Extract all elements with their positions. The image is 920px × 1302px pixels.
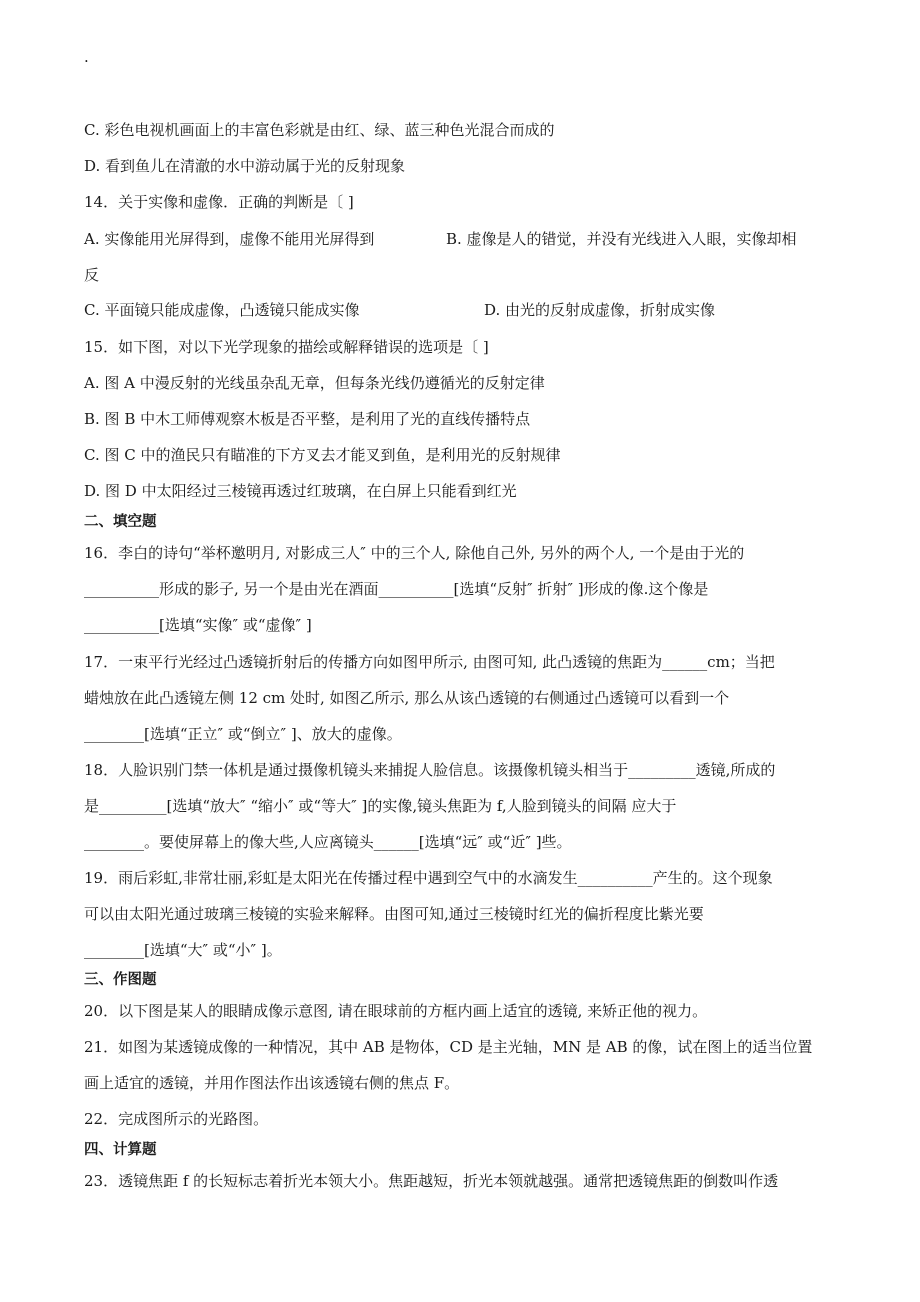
q15-option-d: D. 图 D 中太阳经过三棱镜再透过红玻璃，在白屏上只能看到红光 (84, 482, 517, 500)
q23-line-1: 23．透镜焦距 f 的长短标志着折光本领大小。焦距越短，折光本领就越强。通常把透镜焦距的倒数叫作透 (84, 1172, 779, 1190)
q18-line-1: 18．人脸识别门禁一体机是通过摄像机镜头来捕捉人脸信息。该摄像机镜头相当于_________透镜,所成的 (84, 761, 776, 779)
q15-stem: 15．如下图，对以下光学现象的描绘或解释错误的选项是〔 ] (84, 338, 489, 356)
q18-line-3: ________。要使屏幕上的像大些,人应离镜头______[选填“远″ 或“近″ ]些。 (84, 833, 572, 851)
q14-option-c: C. 平面镜只能成虚像，凸透镜只能成实像 (84, 301, 360, 319)
section-drawing-heading: 三、作图题 (84, 972, 157, 988)
q22-stem: 22．完成图所示的光路图。 (84, 1110, 269, 1128)
q16-line-3: __________[选填“实像″ 或“虚像″ ] (84, 616, 312, 634)
page-top-mark: . (84, 48, 89, 66)
q19-line-3: ________[选填“大″ 或“小″ ]。 (84, 941, 282, 959)
q14-option-a: A. 实像能用光屏得到，虚像不能用光屏得到 (84, 230, 375, 248)
q15-option-c: C. 图 C 中的渔民只有瞄准的下方叉去才能叉到鱼，是利用光的反射规律 (84, 446, 561, 464)
q17-line-2: 蜡烛放在此凸透镜左侧 12 cm 处时, 如图乙所示, 那么从该凸透镜的右侧通过凸透镜可以看到一个 (84, 689, 730, 707)
q21-line-1: 21．如图为某透镜成像的一种情况，其中 AB 是物体，CD 是主光轴，MN 是 AB 的像，试在图上的适当位置 (84, 1038, 813, 1056)
q16-line-1: 16．李白的诗句“举杯邀明月, 对影成三人″ 中的三个人, 除他自己外, 另外的两个人, 一个是由于光的 (84, 544, 745, 562)
section-fill-in-heading: 二、填空题 (84, 514, 157, 530)
q19-line-2: 可以由太阳光通过玻璃三棱镜的实验来解释。由图可知,通过三棱镜时红光的偏折程度比紫光要 (84, 905, 704, 923)
q15-option-a: A. 图 A 中漫反射的光线虽杂乱无章，但每条光线仍遵循光的反射定律 (84, 374, 545, 392)
q16-line-2: __________形成的影子, 另一个是由光在酒面__________[选填“反射″ 折射″ ]形成的像.这个像是 (84, 580, 709, 598)
q14-option-b-continuation: 反 (84, 266, 100, 284)
section-calculation-heading: 四、计算题 (84, 1142, 157, 1158)
q19-line-1: 19．雨后彩虹,非常壮丽,彩虹是太阳光在传播过程中遇到空气中的水滴发生__________产生的。这个现象 (84, 869, 773, 887)
q20-stem: 20．以下图是某人的眼睛成像示意图, 请在眼球前的方框内画上适宜的透镜, 来矫正他的视力。 (84, 1002, 708, 1020)
q17-line-3: ________[选填“正立″ 或“倒立″ ]、放大的虚像。 (84, 725, 402, 743)
q13-option-c: C. 彩色电视机画面上的丰富色彩就是由红、绿、蓝三种色光混合而成的 (84, 121, 555, 139)
q13-option-d: D. 看到鱼儿在清澈的水中游动属于光的反射现象 (84, 157, 406, 175)
q18-line-2: 是_________[选填“放大″ “缩小″ 或“等大″ ]的实像,镜头焦距为 f,人脸到镜头的间隔 应大于 (84, 797, 677, 815)
q14-option-d: D. 由光的反射成虚像，折射成实像 (484, 301, 716, 319)
q14-option-b: B. 虚像是人的错觉，并没有光线进入人眼，实像却相 (446, 230, 797, 248)
q14-stem: 14．关于实像和虚像．正确的判断是〔 ] (84, 193, 354, 211)
q21-line-2: 画上适宜的透镜，并用作图法作出该透镜右侧的焦点 F。 (84, 1074, 460, 1092)
q15-option-b: B. 图 B 中木工师傅观察木板是否平整，是利用了光的直线传播特点 (84, 410, 531, 428)
q17-line-1: 17．一束平行光经过凸透镜折射后的传播方向如图甲所示, 由图可知, 此凸透镜的焦距为______cm；当把 (84, 653, 775, 671)
